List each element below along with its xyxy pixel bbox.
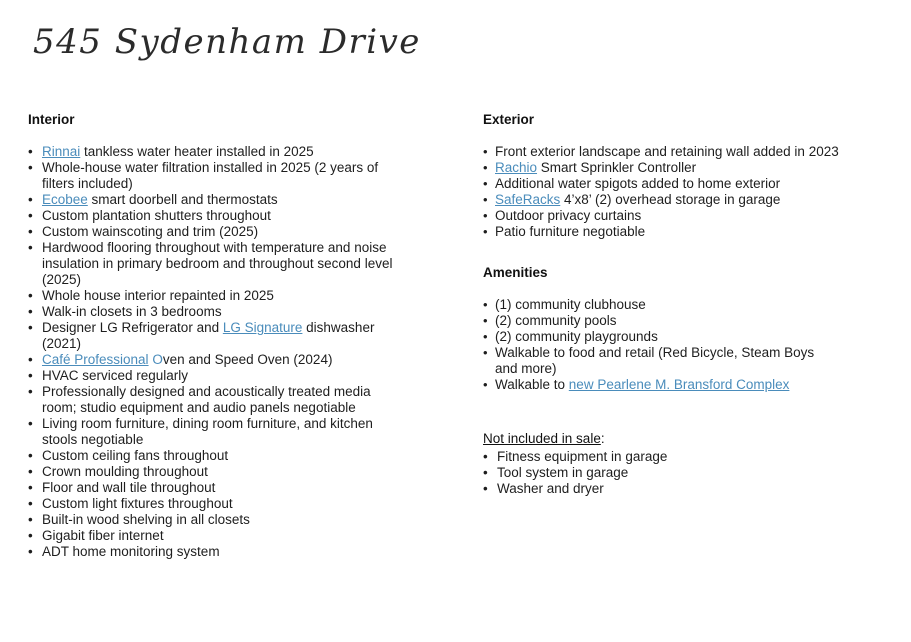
list-item <box>483 329 903 345</box>
text-segment: Crown moulding throughout <box>42 464 208 479</box>
text-segment: Patio furniture negotiable <box>495 224 646 239</box>
bullet-icon: • <box>28 384 33 399</box>
item-text <box>42 240 392 288</box>
item-list <box>483 449 903 497</box>
text-segment: Designer LG Refrigerator and <box>42 320 223 335</box>
item-text <box>495 313 617 329</box>
bullet-icon: • <box>28 368 33 383</box>
list-item <box>483 176 903 192</box>
bullet-icon: • <box>483 297 488 312</box>
bullet-icon: • <box>483 313 488 328</box>
item-text <box>42 320 374 352</box>
item-text <box>42 416 373 448</box>
bullet-icon: • <box>483 329 488 344</box>
text-segment: ven and Speed Oven (2024) <box>162 352 333 367</box>
list-item <box>28 528 456 544</box>
list-item <box>483 192 903 208</box>
bullet-icon: • <box>28 544 33 559</box>
bullet-icon: • <box>28 496 33 511</box>
section-amenities <box>483 265 903 393</box>
text-segment: Custom plantation shutters throughout <box>42 208 271 223</box>
list-item <box>28 416 456 448</box>
item-text <box>42 384 371 416</box>
bullet-icon: • <box>28 448 33 463</box>
text-segment: filters included) <box>42 176 133 191</box>
section-heading-text: Interior <box>28 112 75 127</box>
text-segment: Washer and dryer <box>497 481 604 496</box>
text-segment: insulation in primary bedroom and throughout second level <box>42 256 393 271</box>
item-text <box>497 481 604 497</box>
item-text <box>495 176 780 192</box>
item-text <box>42 528 164 544</box>
list-item <box>483 481 903 497</box>
list-item <box>28 160 456 192</box>
list-item <box>28 464 456 480</box>
list-item <box>483 224 903 240</box>
list-item <box>28 304 456 320</box>
bullet-icon: • <box>28 416 33 431</box>
bullet-icon: • <box>483 481 488 496</box>
item-text <box>495 160 696 176</box>
item-text <box>495 224 645 240</box>
item-text <box>42 496 233 512</box>
right-column <box>483 112 903 497</box>
text-segment: Walkable to <box>495 377 569 392</box>
bullet-icon: • <box>483 224 488 239</box>
text-segment: Living room furniture, dining room furniture, and kitchen <box>42 416 373 431</box>
text-segment: Fitness equipment in garage <box>497 449 668 464</box>
text-segment: tankless water heater installed in 2025 <box>80 144 314 159</box>
text-segment: and more) <box>495 361 557 376</box>
text-segment: (2021) <box>42 336 82 351</box>
cafe-professional-link[interactable]: Café Professional <box>42 352 149 367</box>
item-text <box>42 192 278 208</box>
text-segment: (1) community clubhouse <box>495 297 646 312</box>
text-segment: Smart Sprinkler Controller <box>537 160 697 175</box>
rachio-link[interactable]: Rachio <box>495 160 538 175</box>
bullet-icon: • <box>28 208 33 223</box>
item-text <box>495 377 789 393</box>
item-text <box>42 224 258 240</box>
bullet-icon: • <box>28 320 33 335</box>
text-segment: Custom light fixtures throughout <box>42 496 233 511</box>
text-segment: (2) community playgrounds <box>495 329 658 344</box>
text-segment: stools negotiable <box>42 432 144 447</box>
bullet-icon: • <box>483 176 488 191</box>
list-item <box>28 448 456 464</box>
list-item <box>28 368 456 384</box>
item-list <box>483 144 903 240</box>
text-segment: Front exterior landscape and retaining wall added in 2023 <box>495 144 839 159</box>
section-not-included-in-sale <box>483 431 903 497</box>
text-segment: Built-in wood shelving in all closets <box>42 512 250 527</box>
section-heading-interior <box>28 112 456 128</box>
bullet-icon: • <box>28 160 33 175</box>
list-item <box>28 480 456 496</box>
text-segment: ADT home monitoring system <box>42 544 220 559</box>
bullet-icon: • <box>483 160 488 175</box>
list-item <box>28 224 456 240</box>
text-segment: Whole house interior repainted in 2025 <box>42 288 274 303</box>
item-text <box>495 208 641 224</box>
list-item <box>483 449 903 465</box>
bullet-icon: • <box>483 192 488 207</box>
item-text <box>497 465 628 481</box>
bullet-icon: • <box>483 345 488 360</box>
section-heading-amenities <box>483 265 903 281</box>
item-text <box>42 464 208 480</box>
text-segment: HVAC serviced regularly <box>42 368 189 383</box>
list-item <box>28 496 456 512</box>
item-text <box>42 480 215 496</box>
text-segment: Hardwood flooring throughout with temperature and noise <box>42 240 387 255</box>
list-item <box>28 512 456 528</box>
text-segment: Walkable to food and retail (Red Bicycle, Steam Boys <box>495 345 815 360</box>
section-interior <box>28 112 456 560</box>
ecobee-link[interactable]: Ecobee <box>42 192 88 207</box>
list-item <box>483 297 903 313</box>
item-text <box>42 368 188 384</box>
item-text <box>42 144 314 160</box>
bullet-icon: • <box>28 512 33 527</box>
list-item <box>483 377 903 393</box>
left-column <box>28 112 456 560</box>
item-text <box>495 144 839 160</box>
list-item <box>483 160 903 176</box>
text-segment: Walk-in closets in 3 bedrooms <box>42 304 222 319</box>
text-segment: (2025) <box>42 272 82 287</box>
text-segment: smart doorbell and thermostats <box>87 192 278 207</box>
item-text <box>42 512 250 528</box>
section-heading-exterior <box>483 112 903 128</box>
list-item <box>483 313 903 329</box>
document-title: 545 Sydenham Drive <box>33 22 421 62</box>
rinnai-link[interactable]: Rinnai <box>42 144 81 159</box>
list-item <box>28 288 456 304</box>
saferacks-link[interactable]: SafeRacks <box>495 192 561 207</box>
bullet-icon: • <box>28 224 33 239</box>
list-item <box>28 192 456 208</box>
link-colored-text: O <box>148 352 163 367</box>
text-segment: Tool system in garage <box>497 465 629 480</box>
text-segment: Custom wainscoting and trim (2025) <box>42 224 259 239</box>
list-item <box>28 384 456 416</box>
item-text <box>495 192 780 208</box>
item-list <box>28 144 456 560</box>
item-text <box>497 449 667 465</box>
item-list <box>483 297 903 393</box>
section-exterior <box>483 112 903 240</box>
bullet-icon: • <box>483 208 488 223</box>
text-segment: 4’x8’ (2) overhead storage in garage <box>560 192 781 207</box>
list-item <box>28 240 456 288</box>
item-text <box>495 345 814 377</box>
list-item <box>483 345 903 377</box>
item-text <box>42 448 228 464</box>
bullet-icon: • <box>483 377 488 392</box>
bullet-icon: • <box>483 449 488 464</box>
bullet-icon: • <box>28 480 33 495</box>
text-segment: Outdoor privacy curtains <box>495 208 642 223</box>
list-item <box>28 144 456 160</box>
list-item <box>28 208 456 224</box>
item-text <box>42 208 271 224</box>
text-segment: Custom ceiling fans throughout <box>42 448 229 463</box>
section-heading-suffix: : <box>600 431 605 446</box>
text-segment: Whole-house water filtration installed in 2025 (2 years of <box>42 160 379 175</box>
text-segment: Floor and wall tile throughout <box>42 480 216 495</box>
text-segment: dishwasher <box>302 320 375 335</box>
item-text <box>42 544 220 560</box>
bullet-icon: • <box>28 240 33 255</box>
item-text <box>42 304 222 320</box>
bullet-icon: • <box>28 352 33 367</box>
text-segment: Professionally designed and acoustically treated media <box>42 384 371 399</box>
item-text <box>495 329 658 345</box>
list-item <box>483 208 903 224</box>
section-heading-not-included-in-sale <box>483 431 903 447</box>
list-item <box>28 544 456 560</box>
lg-signature-link[interactable]: LG Signature <box>222 320 303 335</box>
bullet-icon: • <box>28 144 33 159</box>
item-text <box>495 297 646 313</box>
list-item <box>483 144 903 160</box>
text-segment: Additional water spigots added to home exterior <box>495 176 781 191</box>
item-text <box>42 288 274 304</box>
text-segment: Gigabit fiber internet <box>42 528 164 543</box>
section-heading-text: Exterior <box>483 112 535 127</box>
text-segment: (2) community pools <box>495 313 617 328</box>
section-heading-text: Amenities <box>483 265 548 280</box>
item-text <box>42 160 378 192</box>
bullet-icon: • <box>28 464 33 479</box>
section-heading-text: Not included in sale <box>483 431 601 446</box>
list-item <box>483 465 903 481</box>
bullet-icon: • <box>28 288 33 303</box>
bullet-icon: • <box>28 304 33 319</box>
bullet-icon: • <box>28 528 33 543</box>
list-item <box>28 352 456 368</box>
text-segment: room; studio equipment and audio panels negotiable <box>42 400 356 415</box>
list-item <box>28 320 456 352</box>
item-text <box>42 352 332 368</box>
bullet-icon: • <box>28 192 33 207</box>
pearlene-bransford-complex-link[interactable]: new Pearlene M. Bransford Complex <box>568 377 790 392</box>
bullet-icon: • <box>483 465 488 480</box>
bullet-icon: • <box>483 144 488 159</box>
